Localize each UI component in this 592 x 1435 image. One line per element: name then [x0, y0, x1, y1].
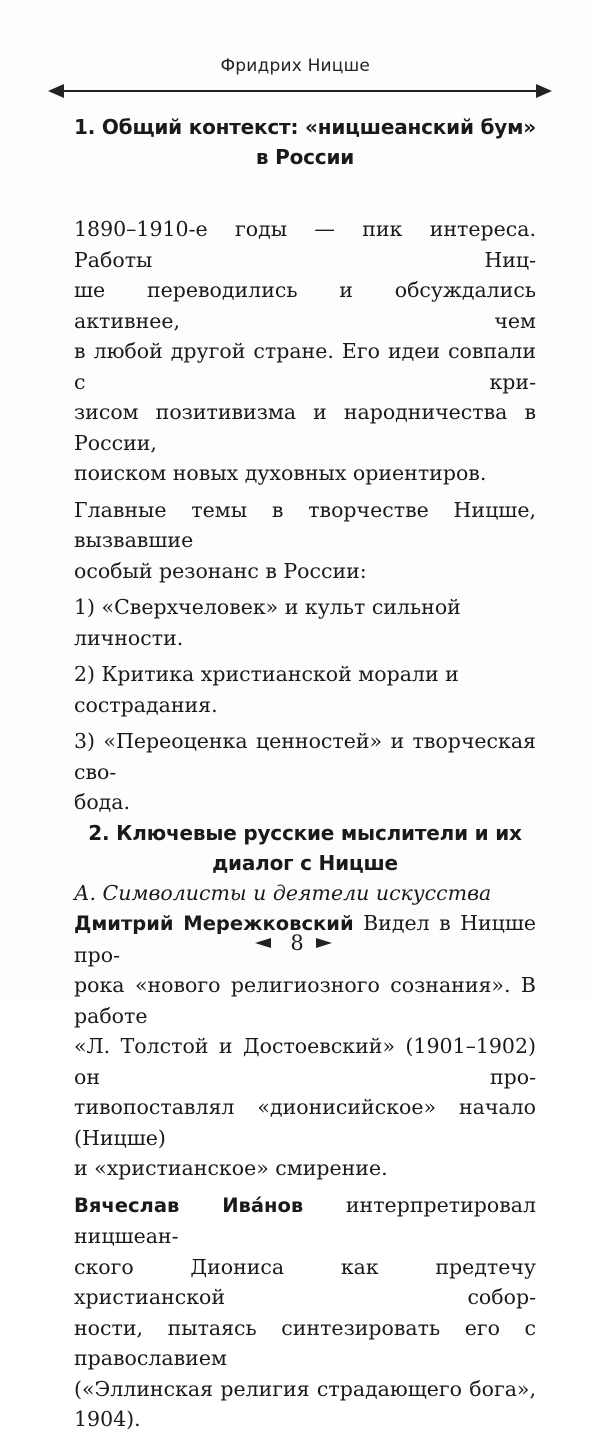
list-item: 2) Критика христианской морали и сострадания. — [74, 662, 459, 717]
person-name: Дмитрий Мережковский — [74, 912, 354, 935]
paragraph-line: ского Диониса как предтечу христианской собор- — [74, 1254, 536, 1309]
paragraph-line: («Эллинская религия страдающего бога», 1904). — [74, 1376, 536, 1431]
page-footer — [0, 930, 592, 956]
right-arrow-ornament-icon — [536, 84, 552, 98]
paragraph-themes-intro — [74, 495, 536, 587]
section-2-heading-line-2: диалог с Ницше — [212, 850, 398, 875]
paragraph-line: ности, пытаясь синтезировать его с православием — [74, 1315, 536, 1370]
paragraph-line: особый резонанс в России: — [74, 558, 367, 583]
section-2-heading — [74, 818, 536, 878]
paragraph-line: и «христианское» смирение. — [74, 1156, 388, 1180]
paragraph-context — [74, 214, 536, 489]
paragraph-line: зисом позитивизма и народничества в России, — [74, 400, 536, 455]
person-name: Вячеслав Ива́нов — [74, 1193, 304, 1217]
section-2-heading-line-1: 2. Ключевые русские мыслители и их — [88, 820, 522, 845]
paragraph-line: в любой другой стране. Его идеи совпали с кри- — [74, 339, 536, 394]
paragraph-line: «Л. Толстой и Достоевский» (1901–1902) он про- — [74, 1034, 536, 1089]
paragraph-line: рока «нового религиозного сознания». В работе — [74, 973, 536, 1028]
left-arrow-ornament-icon — [255, 938, 271, 948]
page-number: 8 — [290, 931, 304, 955]
paragraph-ivanov — [74, 1190, 536, 1435]
paragraph-line-rest: интерпретировал ницшеан- — [74, 1192, 536, 1248]
section-1-heading — [74, 112, 536, 172]
header-rule — [48, 84, 552, 98]
subsection-a-heading: А. Символисты и деятели искусства — [74, 880, 492, 905]
list-item: 1) «Сверхчеловек» и культ сильной личности. — [74, 595, 461, 650]
page-content — [74, 112, 536, 1435]
right-arrow-ornament-icon — [316, 938, 332, 948]
paragraph-line: ше переводились и обсуждались активнее, чем — [74, 278, 536, 333]
list-item: 3) «Переоценка ценностей» и творческая сво- — [74, 729, 536, 784]
list-item-continuation: бода. — [74, 790, 131, 814]
running-head: Фридрих Ницше — [220, 56, 370, 76]
section-1-heading-line-2: в России — [255, 145, 355, 169]
paragraph-line: поиском новых духовных ориентиров. — [74, 461, 487, 485]
paragraph-line-rest: Видел в Ницше про- — [74, 911, 537, 967]
paragraph-line — [74, 1190, 536, 1252]
themes-list — [74, 592, 536, 818]
section-1-heading-line-1: 1. Общий контекст: «ницшеанский бум» — [74, 115, 536, 139]
paragraph-line: тивопоставлял «дионисийское» начало (Ницше) — [74, 1095, 536, 1150]
header-rule-line — [62, 90, 538, 92]
paragraph-line: 1890–1910-е годы — пик интереса. Работы Ниц- — [74, 217, 536, 272]
paragraph-line: Главные темы в творчестве Ницше, вызвавшие — [74, 497, 536, 552]
